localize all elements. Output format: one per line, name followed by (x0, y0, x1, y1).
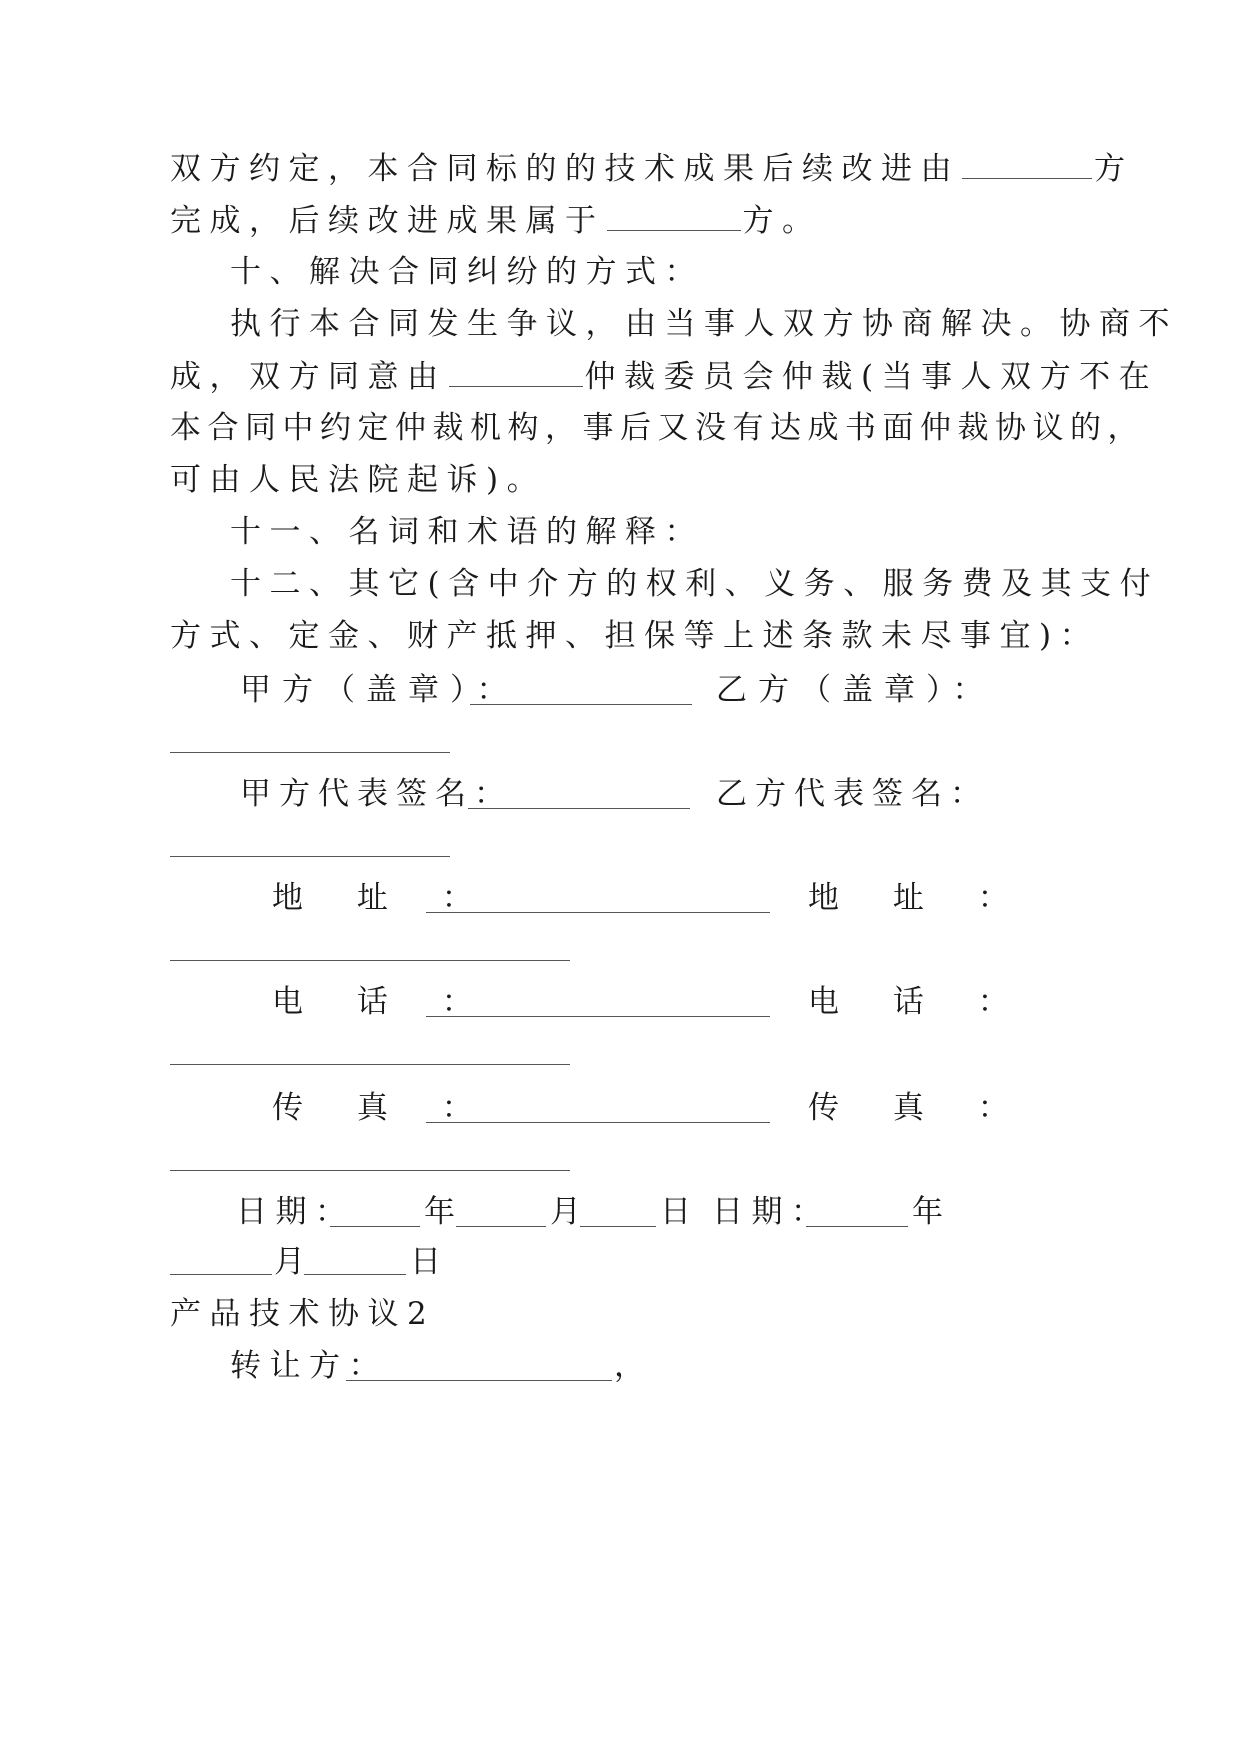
date-b-day: 日 (410, 1244, 450, 1280)
date-b-month: 月 (274, 1244, 314, 1280)
address-a-line (426, 912, 770, 913)
date-b-day-line (304, 1274, 406, 1275)
date-a-year-line (330, 1226, 420, 1227)
address-b-line (170, 960, 570, 961)
paragraph-line (170, 146, 1134, 190)
transferor-line (346, 1380, 612, 1381)
date-a-month-line (456, 1226, 546, 1227)
blank-field (962, 146, 1092, 179)
date-a-label: 日期： (236, 1194, 355, 1230)
text: 仲裁委员会仲裁(当事人双方不在 (584, 359, 1159, 395)
date-a-day-line (580, 1226, 656, 1227)
phone-b-line (170, 1064, 570, 1065)
fax-a-label: 传 真 ： (272, 1090, 495, 1126)
date-b-label: 日期： (712, 1194, 831, 1230)
paragraph-line: 可由人民法院起诉)。 (170, 462, 547, 498)
party-a-seal-line (470, 704, 692, 705)
date-b-month-line (170, 1274, 272, 1275)
phone-b-label: 电 话 ： (808, 984, 1031, 1020)
section-heading: 十二、其它(含中介方的权利、义务、服务费及其支付 (230, 566, 1160, 602)
text: 方 (1094, 151, 1134, 187)
party-a-seal-label: 甲方（盖章）： (240, 672, 519, 708)
fax-b-line (170, 1170, 570, 1171)
party-b-rep-line (170, 856, 450, 857)
section-heading: 十、解决合同纠纷的方式： (230, 254, 704, 290)
agreement-title: 产品技术协议2 (170, 1296, 436, 1332)
party-a-rep-label: 甲方代表签名： (240, 776, 513, 812)
phone-a-label: 电 话 ： (272, 984, 495, 1020)
date-a-month: 月 (550, 1194, 590, 1230)
text: 方。 (742, 203, 822, 239)
phone-a-line (426, 1016, 770, 1017)
date-a-year: 年 (424, 1194, 464, 1230)
party-b-seal-line (170, 752, 450, 753)
paragraph-line: 本合同中约定仲裁机构，事后又没有达成书面仲裁协议的， (170, 410, 1145, 446)
text: 成，双方同意由 (170, 359, 447, 395)
paragraph-line (170, 354, 1158, 398)
party-b-seal-label: 乙方（盖章）： (716, 672, 995, 708)
fax-b-label: 传 真 ： (808, 1090, 1031, 1126)
text: 双方约定，本合同标的的技术成果后续改进由 (170, 151, 960, 187)
date-b-year-line (806, 1226, 908, 1227)
section-heading: 十一、名词和术语的解释： (230, 514, 704, 550)
transferor-comma: ， (614, 1348, 654, 1384)
date-a-day: 日 (660, 1194, 700, 1230)
paragraph-line (170, 198, 822, 242)
fax-a-line (426, 1122, 770, 1123)
paragraph-line: 方式、定金、财产抵押、担保等上述条款未尽事宜)： (170, 618, 1100, 654)
transferor-label: 转让方： (230, 1348, 388, 1384)
text: 完成，后续改进成果属于 (170, 203, 605, 239)
date-b-year: 年 (912, 1194, 952, 1230)
party-a-rep-line (468, 808, 690, 809)
blank-field (449, 354, 583, 387)
address-b-label: 地 址 ： (808, 880, 1031, 916)
party-b-rep-label: 乙方代表签名： (716, 776, 989, 812)
blank-field (607, 198, 741, 231)
paragraph-line: 执行本合同发生争议，由当事人双方协商解决。协商不 (230, 306, 1178, 342)
address-a-label: 地 址 ： (272, 880, 495, 916)
